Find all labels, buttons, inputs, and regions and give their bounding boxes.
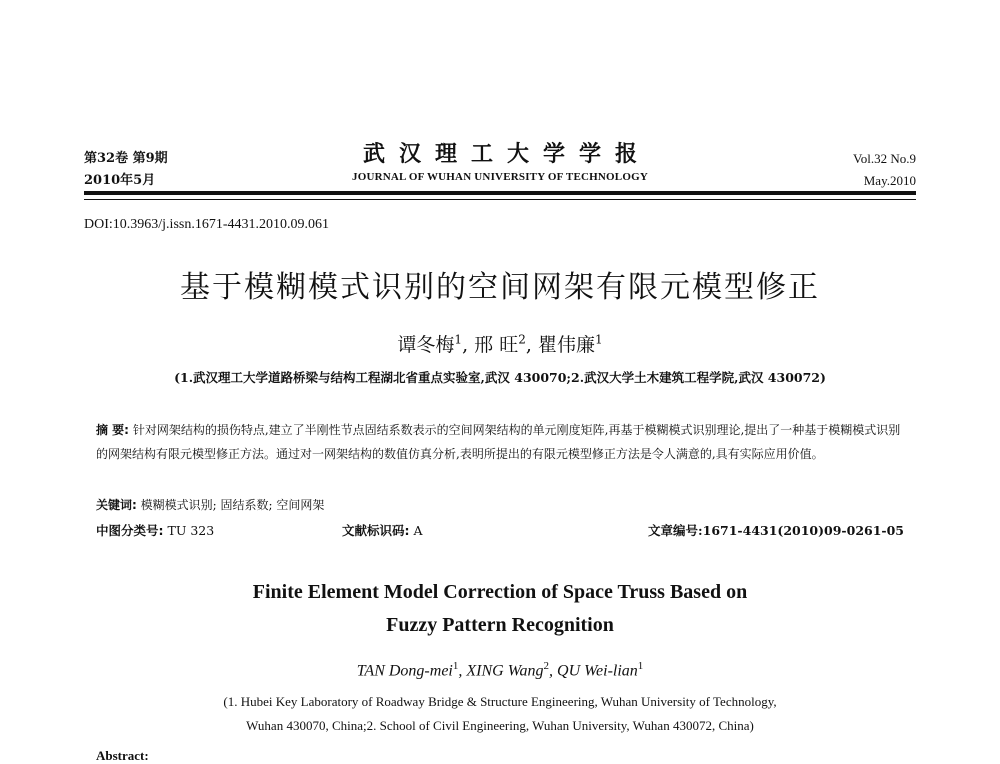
title-en — [0, 576, 1000, 642]
clc-label: 中图分类号: — [96, 523, 164, 538]
header-rule-thin — [84, 199, 916, 200]
doi: DOI:10.3963/j.issn.1671-4431.2010.09.061 — [84, 217, 329, 232]
affiliation-cn: (1.武汉理工大学道路桥梁与结构工程湖北省重点实验室,武汉 430070;2.武汉大学土木建筑工程学院,武汉 430072) — [174, 370, 826, 385]
doc-code-label: 文献标识码: — [342, 523, 410, 538]
header-center — [0, 140, 1000, 186]
author-en-2-sup: 2 — [543, 660, 550, 672]
header-rule-thick — [84, 191, 916, 195]
title-en-line-1: Finite Element Model Correction of Space Truss Based on — [252, 581, 748, 603]
keywords-cn-label: 关键词: — [96, 498, 137, 512]
title-en-line-2: Fuzzy Pattern Recognition — [386, 614, 614, 636]
abstract-cn-label: 摘 要: — [96, 423, 129, 437]
keywords-cn — [96, 496, 324, 513]
author-cn-1-sup: 1 — [454, 332, 463, 347]
doc-code-field — [342, 521, 423, 539]
volume-issue-en: Vol.32 No.9 — [853, 151, 916, 166]
abstract-en-label: Abstract: — [96, 748, 149, 763]
author-en-3: QU Wei-lian — [557, 662, 638, 680]
affiliation-en-line-1: (1. Hubei Key Laboratory of Roadway Bridge & Structure Engineering, Wuhan University of Technology, — [223, 694, 777, 709]
author-en-1-sup: 1 — [452, 660, 459, 672]
journal-name-en: JOURNAL OF WUHAN UNIVERSITY OF TECHNOLOGY — [352, 171, 648, 183]
doc-code-value: A — [413, 523, 423, 538]
clc-field — [96, 521, 214, 539]
abstract-cn-text: 针对网架结构的损伤特点,建立了半刚性节点固结系数表示的空间网架结构的单元刚度矩阵,再基于模糊模式识别理论,提出了一种基于模糊模式识别的网架结构有限元模型修正方法。通过对一网架结构的数值仿真分析,表明所提出的有限元模型修正方法是令人满意的,具有实际应用价值。 — [96, 423, 901, 461]
author-cn-3: 瞿伟廉 — [537, 334, 595, 356]
clc-value: TU 323 — [167, 523, 215, 538]
title-cn: 基于模糊模式识别的空间网架有限元模型修正 — [180, 270, 820, 305]
author-en-2: XING Wang — [466, 662, 544, 680]
author-cn-2-sup: 2 — [518, 332, 526, 347]
date-cn: 2010年5月 — [84, 173, 156, 188]
keywords-cn-text: 模糊模式识别; 固结系数; 空间网架 — [140, 498, 325, 512]
author-cn-2: 邢 旺 — [474, 334, 519, 356]
authors-en: TAN Dong-mei$^1$, XING Wang$^2$, QU Wei-lian$^1$ — [356, 660, 644, 680]
abstract-cn — [96, 418, 904, 466]
header-right — [853, 148, 916, 192]
author-cn-1: 谭冬梅 — [397, 334, 455, 356]
affiliation-en-line-2: Wuhan 430070, China;2. School of Civil Engineering, Wuhan University, Wuhan 430072, China) — [246, 718, 754, 733]
author-cn-3-sup: 1 — [594, 332, 603, 347]
author-en-1: TAN Dong-mei — [356, 662, 453, 680]
article-number: 文章编号:1671-4431(2010)09-0261-05 — [648, 523, 904, 538]
author-en-3-sup: 1 — [637, 660, 644, 672]
authors-cn: 谭冬梅$^1$, 邢 旺$^2$, 瞿伟廉$^1$ — [397, 332, 603, 356]
journal-name-cn: 武汉理工大学学报 — [362, 141, 651, 167]
affiliation-en — [0, 690, 1000, 738]
volume-issue-cn: 第32卷 第9期 — [84, 151, 168, 166]
date-en: May.2010 — [863, 173, 916, 188]
